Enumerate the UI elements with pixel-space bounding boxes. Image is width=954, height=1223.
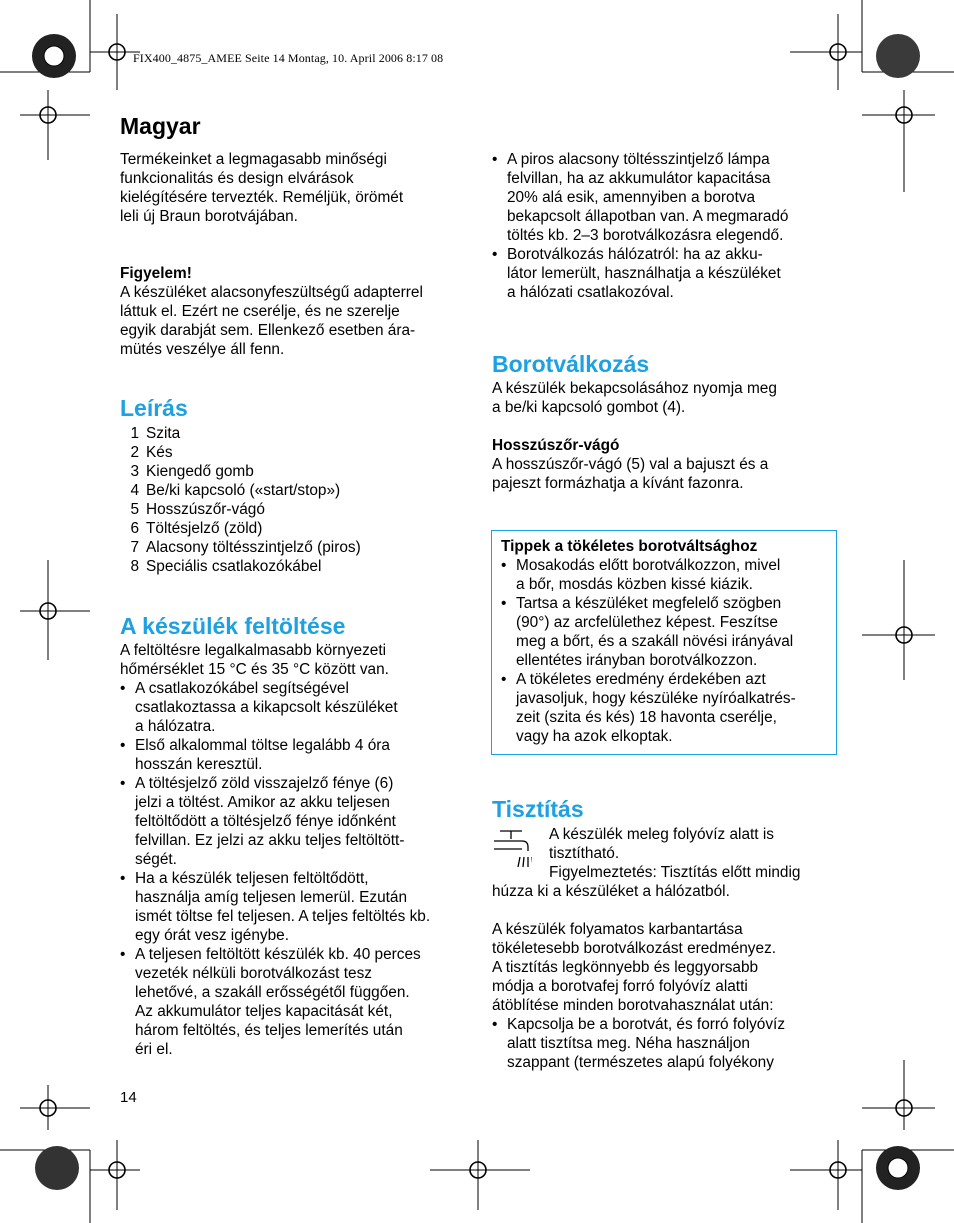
text-line: Termékeinket a legmagasabb minőségi bbox=[120, 151, 387, 168]
page-title: Magyar bbox=[120, 113, 201, 139]
text-line: hőmérséklet 15 °C és 35 °C között van. bbox=[120, 661, 389, 678]
trimmer-block bbox=[492, 436, 842, 493]
cleaning-heading: Tisztítás bbox=[492, 796, 584, 822]
print-header: FIX400_4875_AMEE Seite 14 Montag, 10. April 2006 8:17 08 bbox=[133, 51, 444, 65]
text-line: mütés veszélye áll fenn. bbox=[120, 341, 285, 358]
tips-box bbox=[491, 530, 837, 755]
text-line: A tisztítás legkönnyebb és leggyorsabb bbox=[492, 959, 759, 976]
cleaning-section bbox=[492, 795, 842, 1072]
list-item: 8 Speciális csatlakozókábel bbox=[130, 558, 322, 575]
list-item: • Borotválkozás hálózatról: ha az akku- látor lemerült, használhatja a készüléket a hálózati csatlakozóval. bbox=[492, 245, 842, 302]
text-line: egyik darabját sem. Ellenkező esetben ára- bbox=[120, 322, 416, 339]
intro-paragraph bbox=[120, 150, 465, 226]
list-item: • A piros alacsony töltésszintjelző lámpa felvillan, ha az akkumulátor kapacitása 20% alá esik, amennyiben a borotva bekapcsolt állapotban van. A megmaradó töltés kb. 2–3 borotválkozásra elegendő. bbox=[492, 150, 842, 245]
charging-bullets bbox=[120, 679, 465, 1059]
list-item: • Tartsa a készüléket megfelelő szögben (90°) az arcfelülethez képest. Feszítse meg a bőrt, és a szakáll növési irányával ellentétes irányban borotválkozzon. bbox=[501, 594, 828, 670]
list-item: 7 Alacsony töltésszintjelző (piros) bbox=[130, 539, 361, 556]
text-line: módja a borotvafej forró folyóvíz alatti bbox=[492, 978, 748, 995]
list-item: • Kapcsolja be a borotvát, és forró folyóvíz alatt tisztítsa meg. Néha használjon szappant (természetes alapú folyékony bbox=[492, 1015, 842, 1072]
text-line: Figyelmeztetés: Tisztítás előtt mindig bbox=[549, 864, 801, 881]
text-line: A készülék meleg folyóvíz alatt is bbox=[549, 826, 774, 843]
text-line: A feltöltésre legalkalmasabb környezeti bbox=[120, 642, 387, 659]
cleaning-icon-block bbox=[492, 825, 842, 882]
text-line: húzza ki a készüléket a hálózatból. bbox=[492, 883, 730, 900]
text-line: A hosszúszőr-vágó (5) val a bajuszt és a bbox=[492, 456, 769, 473]
list-item: • Ha a készülék teljesen feltöltődött, használja amíg teljesen lemerül. Ezután ismét töltse fel teljesen. A teljes feltöltés kb. egy órát vesz igénybe. bbox=[120, 869, 465, 945]
charging-intro bbox=[120, 641, 465, 679]
text-line: tökéletesebb borotválkozást eredményez. bbox=[492, 940, 777, 957]
right-column bbox=[492, 150, 842, 493]
list-item: • A töltésjelző zöld visszajelző fénye (6) jelzi a töltést. Amikor az akku teljesen feltöltődött a töltésjelző fénye időnként felvillan. Ez jelzi az akku teljes feltöltött- ségét. bbox=[120, 774, 465, 869]
left-column bbox=[120, 112, 465, 1059]
tips-list bbox=[501, 556, 828, 746]
list-item: • Mosakodás előtt borotválkozzon, mivel a bőr, mosdás közben kissé kiázik. bbox=[501, 556, 828, 594]
text-line: tisztítható. bbox=[549, 845, 620, 862]
charging-heading: A készülék feltöltése bbox=[120, 613, 346, 639]
list-item: 4 Be/ki kapcsoló («start/stop») bbox=[130, 482, 341, 499]
list-item: • A teljesen feltöltött készülék kb. 40 perces vezeték nélküli borotválkozást tesz lehetővé, a szakáll erősségétől függően. Az akkumulátor teljes kapacitását két, három feltöltés, és teljes lemerítés után éri el. bbox=[120, 945, 465, 1059]
faucet-icon bbox=[492, 829, 532, 871]
text-line: A készülék bekapcsolásához nyomja meg bbox=[492, 380, 777, 397]
list-item: 2 Kés bbox=[130, 444, 173, 461]
list-item: 1 Szita bbox=[130, 425, 181, 442]
list-item: 6 Töltésjelző (zöld) bbox=[130, 520, 263, 537]
text-line: funkcionalitás és design elvárások bbox=[120, 170, 354, 187]
shaving-heading: Borotválkozás bbox=[492, 351, 650, 377]
parts-list bbox=[120, 424, 465, 576]
cleaning-paragraph bbox=[492, 920, 842, 1015]
charging-bullets-continued bbox=[492, 150, 842, 302]
list-item: 3 Kiengedő gomb bbox=[130, 463, 254, 480]
text-line: pajeszt formázhatja a kívánt fazonra. bbox=[492, 475, 744, 492]
list-item: 5 Hosszúszőr-vágó bbox=[130, 501, 265, 518]
warning-block bbox=[120, 264, 465, 359]
text-line: leli új Braun borotvájában. bbox=[120, 208, 298, 225]
list-item: • A tökéletes eredmény érdekében azt javasoljuk, hogy készüléke nyíróalkatrés- zeit (szita és kés) 18 havonta cserélje, vagy ha azok elkoptak. bbox=[501, 670, 828, 746]
text-line: kielégítésére tervezték. Reméljük, örömét bbox=[120, 189, 404, 206]
warning-title: Figyelem! bbox=[120, 265, 192, 282]
text-line: láttuk el. Ezért ne cserélje, és ne szerelje bbox=[120, 303, 400, 320]
shaving-paragraph bbox=[492, 379, 842, 417]
trimmer-title: Hosszúszőr-vágó bbox=[492, 437, 620, 454]
cleaning-bullets bbox=[492, 1015, 842, 1072]
text-line: átöblítése minden borotvahasználat után: bbox=[492, 997, 774, 1014]
page-number: 14 bbox=[120, 1089, 137, 1106]
text-line: A készüléket alacsonyfeszültségű adapterrel bbox=[120, 284, 423, 301]
text-line: A készülék folyamatos karbantartása bbox=[492, 921, 743, 938]
description-heading: Leírás bbox=[120, 395, 188, 421]
text-line: a be/ki kapcsoló gombot (4). bbox=[492, 399, 686, 416]
tips-title: Tippek a tökéletes borotváltsághoz bbox=[501, 538, 758, 555]
list-item: • A csatlakozókábel segítségével csatlakoztassa a kikapcsolt készüléket a hálózatra. bbox=[120, 679, 465, 736]
list-item: • Első alkalommal töltse legalább 4 óra hosszán keresztül. bbox=[120, 736, 465, 774]
